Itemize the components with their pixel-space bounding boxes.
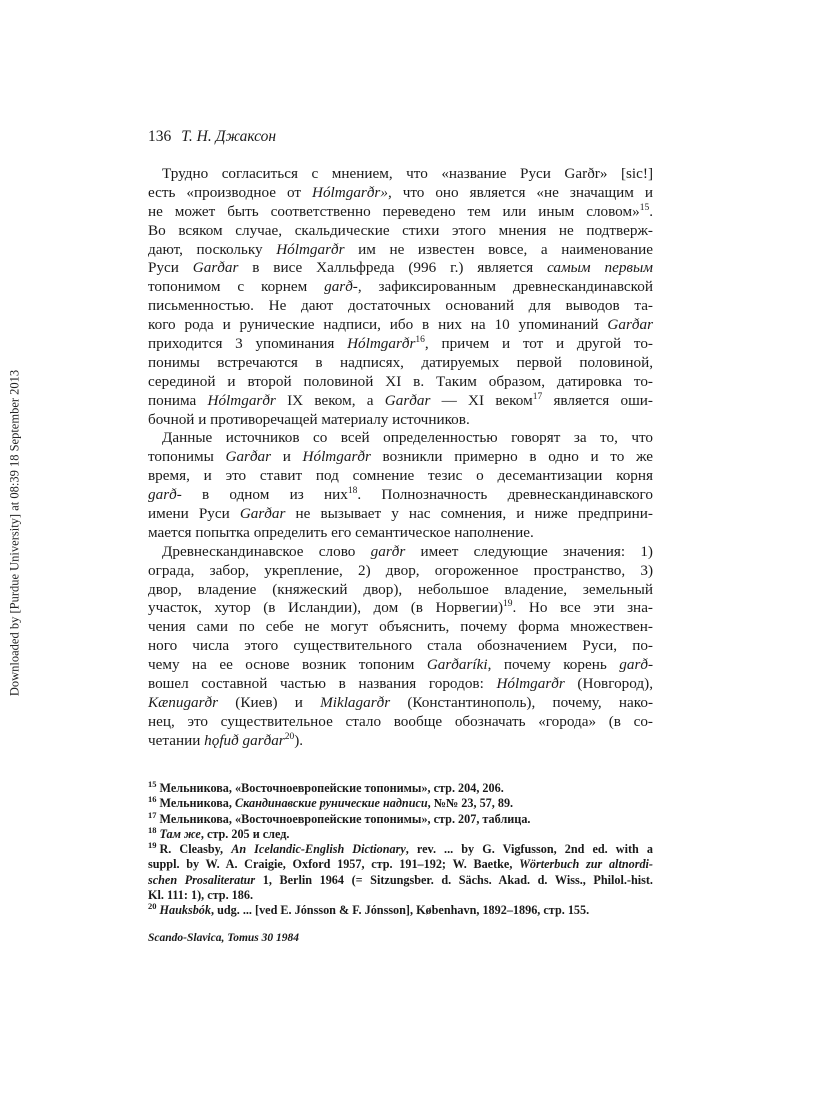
italic-term: Garðar bbox=[239, 505, 286, 523]
italic-term: hǫfuð garðar bbox=[204, 731, 285, 749]
text-run: , стр. 205 и след. bbox=[200, 826, 290, 841]
text-run: письменностью. Не дают достаточных оснований для выводов та- bbox=[148, 297, 653, 315]
footnote-line bbox=[148, 796, 653, 811]
text-line bbox=[148, 675, 653, 694]
footnote-ref: 17 bbox=[532, 391, 543, 402]
text-line bbox=[148, 392, 653, 411]
main-text bbox=[148, 165, 653, 751]
text-line bbox=[148, 222, 653, 241]
italic-term: Hólmgarðr bbox=[347, 335, 416, 353]
text-line bbox=[148, 505, 653, 524]
text-run: , udg. ... [ved E. Jónsson & F. Jónsson], København, 1892–1896, стр. 155. bbox=[210, 903, 590, 918]
footnote-line bbox=[148, 888, 653, 903]
text-run: бочной и противоречащей материалу источников. bbox=[148, 410, 470, 428]
text-run: Kl. 111: 1), стр. 186. bbox=[148, 888, 253, 903]
footnote-ref: 18 bbox=[347, 486, 358, 497]
text-run: Руси bbox=[148, 259, 193, 277]
italic-term: garðr bbox=[370, 542, 406, 560]
italic-term: Hólmgarðr bbox=[276, 240, 345, 258]
download-watermark: Downloaded by [Purdue University] at 08:39 18 September 2013 bbox=[7, 369, 22, 697]
text-run: понимы встречаются в надписях, датируемых первой половиной, bbox=[148, 353, 653, 371]
text-run: , что оно является «не значащим и bbox=[387, 183, 653, 201]
text-run: в висе Халльфреда (996 г.) является bbox=[238, 259, 547, 277]
text-run: нец, это существительное стало вообще обозначать «города» (в со- bbox=[148, 712, 653, 730]
italic-term: schen Prosaliteratur bbox=[148, 872, 256, 887]
footnote-ref: 16 bbox=[148, 794, 157, 805]
italic-term: Hauksbók bbox=[159, 903, 211, 918]
text-run: IX веком, а bbox=[275, 391, 385, 409]
italic-term: Garðar bbox=[225, 448, 272, 466]
text-line bbox=[148, 278, 653, 297]
text-line bbox=[148, 203, 653, 222]
italic-term: Kænugarðr bbox=[148, 693, 219, 711]
text-line bbox=[148, 694, 653, 713]
italic-term: garð- bbox=[324, 278, 358, 296]
text-run: кого рода и рунические надписи, ибо в них на 10 упоминаний bbox=[148, 316, 608, 334]
text-line bbox=[148, 732, 653, 751]
text-run: время, и это ставит под сомнение тезис о десемантизации корня bbox=[148, 467, 653, 485]
text-run: — XI веком bbox=[430, 391, 533, 409]
text-run: двор, владение (княжеский двор), небольшое владение, земельный bbox=[148, 580, 653, 598]
text-run: Мельникова, «Восточноевропейские топонимы», стр. 207, таблица. bbox=[159, 811, 531, 826]
footnote-line bbox=[148, 857, 653, 872]
text-line bbox=[148, 184, 653, 203]
text-line bbox=[148, 297, 653, 316]
text-line bbox=[148, 637, 653, 656]
italic-term: самым первым bbox=[547, 259, 653, 277]
text-run: не может быть соответственно переведено тем или иным словом» bbox=[148, 202, 640, 220]
italic-term: An Icelandic-English Dictionary bbox=[231, 842, 406, 857]
text-run: дают, поскольку bbox=[148, 240, 277, 258]
text-run: четании bbox=[148, 731, 205, 749]
footnote-line bbox=[148, 842, 653, 857]
footnote-ref: 16 bbox=[415, 335, 425, 346]
text-run: Данные источников со всей определенностью говорят за то, что bbox=[162, 429, 653, 447]
footnote-ref: 19 bbox=[503, 599, 513, 610]
text-run: серединой и второй половиной XI в. Таким образом, датировка то- bbox=[148, 372, 653, 390]
text-run: , почему корень bbox=[487, 656, 620, 674]
text-run: (Новгород), bbox=[564, 675, 653, 693]
text-run: не вызывает у нас сомнения, и ниже предприни- bbox=[285, 505, 653, 523]
text-line bbox=[148, 543, 653, 562]
text-line bbox=[148, 373, 653, 392]
italic-term: Garðar bbox=[192, 259, 239, 277]
text-line bbox=[148, 411, 653, 430]
text-run: вошел составной частью в названия городов: bbox=[148, 675, 497, 693]
text-run: является оши- bbox=[542, 391, 653, 409]
text-run: . bbox=[649, 202, 653, 220]
text-line bbox=[148, 467, 653, 486]
text-run: ного числа этого существительного стала обозначением Руси, по- bbox=[148, 637, 653, 655]
text-run: топонимом с корнем bbox=[148, 278, 325, 296]
text-run: имеет следующие значения: 1) bbox=[405, 542, 653, 560]
footnote-ref: 15 bbox=[148, 779, 157, 789]
text-run: . Полнозначность древнескандинавского bbox=[357, 486, 653, 504]
text-line bbox=[148, 599, 653, 618]
text-run: им не известен вовсе, а наименование bbox=[344, 240, 653, 258]
text-run: . Но все эти зна- bbox=[512, 599, 653, 617]
footnote-ref: 17 bbox=[148, 809, 157, 820]
text-run: (Киев) и bbox=[218, 693, 321, 711]
italic-term: Hólmgarðr bbox=[302, 448, 371, 466]
text-line bbox=[148, 524, 653, 543]
footnote-line bbox=[148, 824, 653, 842]
text-run: Во всяком случае, скальдические стихи этого мнения не подтверж- bbox=[148, 221, 653, 239]
text-line bbox=[148, 165, 653, 184]
text-run: Трудно согласиться с мнением, что «название Руси Garðr» [sic!] bbox=[162, 165, 653, 182]
text-line bbox=[148, 713, 653, 732]
text-line bbox=[148, 656, 653, 675]
text-run: , rev. ... by G. Vigfusson, 2nd ed. with a bbox=[405, 842, 653, 857]
text-run: участок, хутор (в Исландии), дом (в Норвегии) bbox=[148, 599, 504, 617]
text-run: в одном из них bbox=[181, 486, 348, 504]
footnote-ref: 20 bbox=[148, 901, 157, 912]
italic-term: Hólmgarðr bbox=[496, 675, 565, 693]
text-run: (Константинополь), почему, нако- bbox=[390, 693, 653, 711]
text-run: чения сами по себе не могут объяснить, почему форма множествен- bbox=[148, 618, 653, 636]
italic-term: Скандинавские рунические надписи bbox=[235, 796, 428, 811]
footnote-line bbox=[148, 781, 653, 796]
text-line bbox=[148, 429, 653, 448]
text-run: , причем и тот и другой то- bbox=[424, 335, 653, 353]
text-line bbox=[148, 486, 653, 505]
text-run: и bbox=[271, 448, 303, 466]
footnote-line bbox=[148, 903, 653, 918]
text-line bbox=[148, 562, 653, 581]
italic-term: garð- bbox=[619, 656, 653, 674]
footnote-ref: 15 bbox=[639, 202, 650, 213]
text-run: Древнескандинавское слово bbox=[162, 542, 371, 560]
footnote-line bbox=[148, 873, 653, 888]
italic-term: Hólmgarðr bbox=[207, 391, 276, 409]
text-run: приходится 3 упоминания bbox=[148, 335, 348, 353]
italic-term: Garðaríki bbox=[426, 656, 488, 674]
page-number: 136 bbox=[148, 128, 172, 145]
text-run: R. Cleasby, bbox=[159, 842, 232, 857]
text-line bbox=[148, 448, 653, 467]
text-run: имени Руси bbox=[148, 505, 240, 523]
text-run: возникли примерно в одно и то же bbox=[370, 448, 653, 466]
text-run: suppl. by W. A. Craigie, Oxford 1957, стр. 191–192; W. Baetke, bbox=[148, 857, 520, 872]
journal-footer: Scando-Slavica, Tomus 30 1984 bbox=[148, 932, 300, 944]
text-run: 1, Berlin 1964 (= Sitzungsber. d. Sächs. Akad. d. Wiss., Philol.-hist. bbox=[255, 872, 653, 887]
footnote-line bbox=[148, 809, 653, 827]
running-author: Т. Н. Джаксон bbox=[181, 128, 277, 145]
text-line bbox=[148, 259, 653, 278]
text-run: Мельникова, «Восточноевропейские топонимы», стр. 204, 206. bbox=[159, 781, 504, 795]
italic-term: Garðar bbox=[384, 391, 431, 409]
text-line bbox=[148, 335, 653, 354]
text-line bbox=[148, 241, 653, 260]
text-run: понима bbox=[148, 391, 208, 409]
text-run: есть «производное от bbox=[148, 183, 312, 201]
text-line bbox=[148, 618, 653, 637]
italic-term: Hólmgarðr» bbox=[311, 183, 388, 201]
footnote-ref: 20 bbox=[284, 731, 295, 742]
text-run: , зафиксированным древнескандинавской bbox=[357, 278, 653, 296]
text-run: мается попытка определить его семантическое наполнение. bbox=[148, 523, 534, 541]
text-run: Мельникова, bbox=[159, 796, 235, 811]
text-run: топонимы bbox=[148, 448, 226, 466]
text-run: , №№ 23, 57, 89. bbox=[427, 796, 514, 811]
text-run: чему на ее основе возник топоним bbox=[148, 656, 427, 674]
italic-term: Garðar bbox=[607, 316, 653, 334]
running-header bbox=[148, 128, 276, 146]
footnotes bbox=[148, 781, 653, 919]
italic-term: garð- bbox=[148, 486, 182, 504]
italic-term: Там же bbox=[159, 826, 201, 841]
footnote-ref: 18 bbox=[148, 824, 157, 835]
footnote-ref: 19 bbox=[148, 840, 157, 851]
italic-term: Wörterbuch zur altnordi- bbox=[519, 857, 653, 872]
text-run: ). bbox=[294, 731, 304, 749]
text-line bbox=[148, 581, 653, 600]
text-run: ограда, забор, укрепление, 2) двор, огороженное пространство, 3) bbox=[148, 561, 653, 579]
text-line bbox=[148, 316, 653, 335]
italic-term: Miklagarðr bbox=[320, 693, 391, 711]
text-line bbox=[148, 354, 653, 373]
